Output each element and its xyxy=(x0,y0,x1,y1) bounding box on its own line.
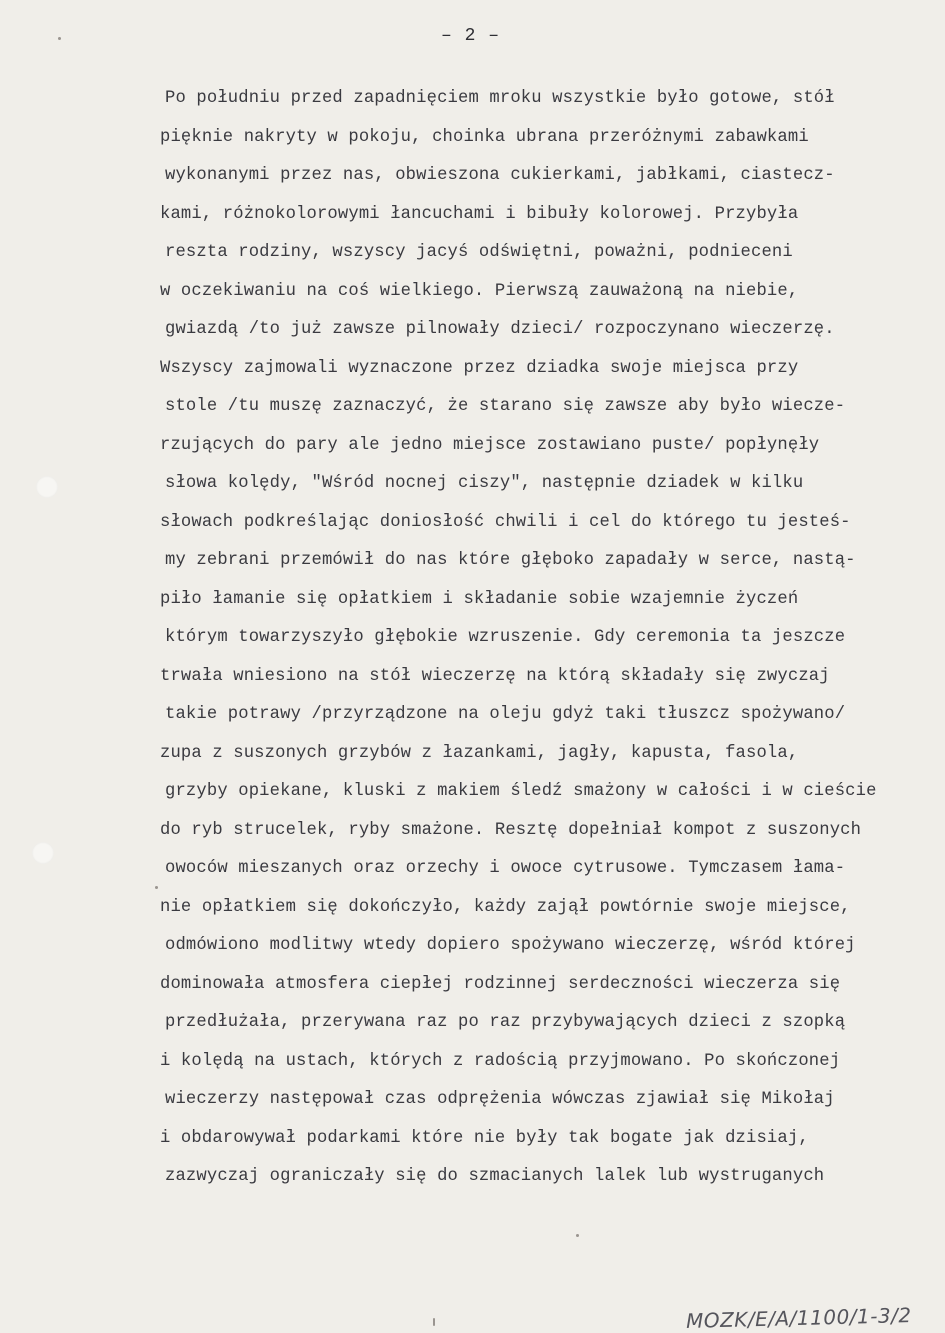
text-line: do ryb strucelek, ryby smażone. Resztę dopełniał kompot z suszonych xyxy=(160,820,862,840)
text-line: zupa z suszonych grzybów z łazankami, jagły, kapusta, fasola, xyxy=(160,743,799,763)
text-line: i obdarowywał podarkami które nie były tak bogate jak dzisiaj, xyxy=(160,1128,809,1148)
text-line: wykonanymi przez nas, obwieszona cukierkami, jabłkami, ciastecz- xyxy=(165,166,835,185)
text-line: rzujących do pary ale jedno miejsce zostawiano puste/ popłynęły xyxy=(160,435,820,455)
text-line: grzyby opiekane, kluski z makiem śledź smażony w całości i w cieście xyxy=(165,782,877,801)
text-line: stole /tu muszę zaznaczyć, że starano się zawsze aby było wiecze- xyxy=(165,397,846,416)
archive-signature-mark: MOZK/E/A/1100/1-3/2 xyxy=(685,1303,912,1333)
text-line: wieczerzy następował czas odprężenia wówczas zjawiał się Mikołaj xyxy=(165,1090,835,1109)
text-line: i kolędą na ustach, których z radością przyjmowano. Po skończonej xyxy=(160,1051,841,1071)
paper-speck xyxy=(433,1318,435,1326)
text-line: w oczekiwaniu na coś wielkiego. Pierwszą zauważoną na niebie, xyxy=(160,281,799,301)
text-line: słowa kolędy, "Wśród nocnej ciszy", następnie dziadek w kilku xyxy=(165,474,804,493)
text-line: którym towarzyszyło głębokie wzruszenie. Gdy ceremonia ta jeszcze xyxy=(165,628,846,647)
text-line: słowach podkreślając doniosłość chwili i cel do którego tu jesteś- xyxy=(160,512,851,532)
text-line: zazwyczaj ograniczały się do szmacianych lalek lub wystruganych xyxy=(165,1167,825,1186)
text-line: takie potrawy /przyrządzone na oleju gdyż taki tłuszcz spożywano/ xyxy=(165,705,846,724)
text-line: trwała wniesiono na stół wieczerzę na którą składały się zwyczaj xyxy=(160,666,830,686)
page-number: – 2 – xyxy=(440,26,500,46)
paper-speck xyxy=(58,37,61,40)
punch-hole xyxy=(36,476,58,498)
text-line: reszta rodziny, wszyscy jacyś odświętni, poważni, podnieceni xyxy=(165,243,793,262)
text-line: dominowała atmosfera ciepłej rodzinnej serdeczności wieczerza się xyxy=(160,974,841,994)
text-line: owoców mieszanych oraz orzechy i owoce cytrusowe. Tymczasem łama- xyxy=(165,859,846,878)
text-line: Wszyscy zajmowali wyznaczone przez dziadka swoje miejsca przy xyxy=(160,358,799,378)
typed-text-body xyxy=(160,80,940,1197)
text-line: piło łamanie się opłatkiem i składanie sobie wzajemnie życzeń xyxy=(160,589,799,609)
paper-speck xyxy=(576,1234,579,1237)
text-line: gwiazdą /to już zawsze pilnowały dzieci/ rozpoczynano wieczerzę. xyxy=(165,320,835,339)
punch-hole xyxy=(32,842,54,864)
text-line: odmówiono modlitwy wtedy dopiero spożywano wieczerzę, wśród której xyxy=(165,936,856,955)
text-line: przedłużała, przerywana raz po raz przybywających dzieci z szopką xyxy=(165,1013,846,1032)
text-line: nie opłatkiem się dokończyło, każdy zajął powtórnie swoje miejsce, xyxy=(160,897,851,917)
text-line: my zebrani przemówił do nas które głęboko zapadały w serce, nastą- xyxy=(165,551,856,570)
text-line: pięknie nakryty w pokoju, choinka ubrana przeróżnymi zabawkami xyxy=(160,127,809,147)
text-line: kami, różnokolorowymi łancuchami i bibuły kolorowej. Przybyła xyxy=(160,204,799,224)
paper-speck xyxy=(155,886,158,889)
text-line: Po południu przed zapadnięciem mroku wszystkie było gotowe, stół xyxy=(165,89,835,108)
